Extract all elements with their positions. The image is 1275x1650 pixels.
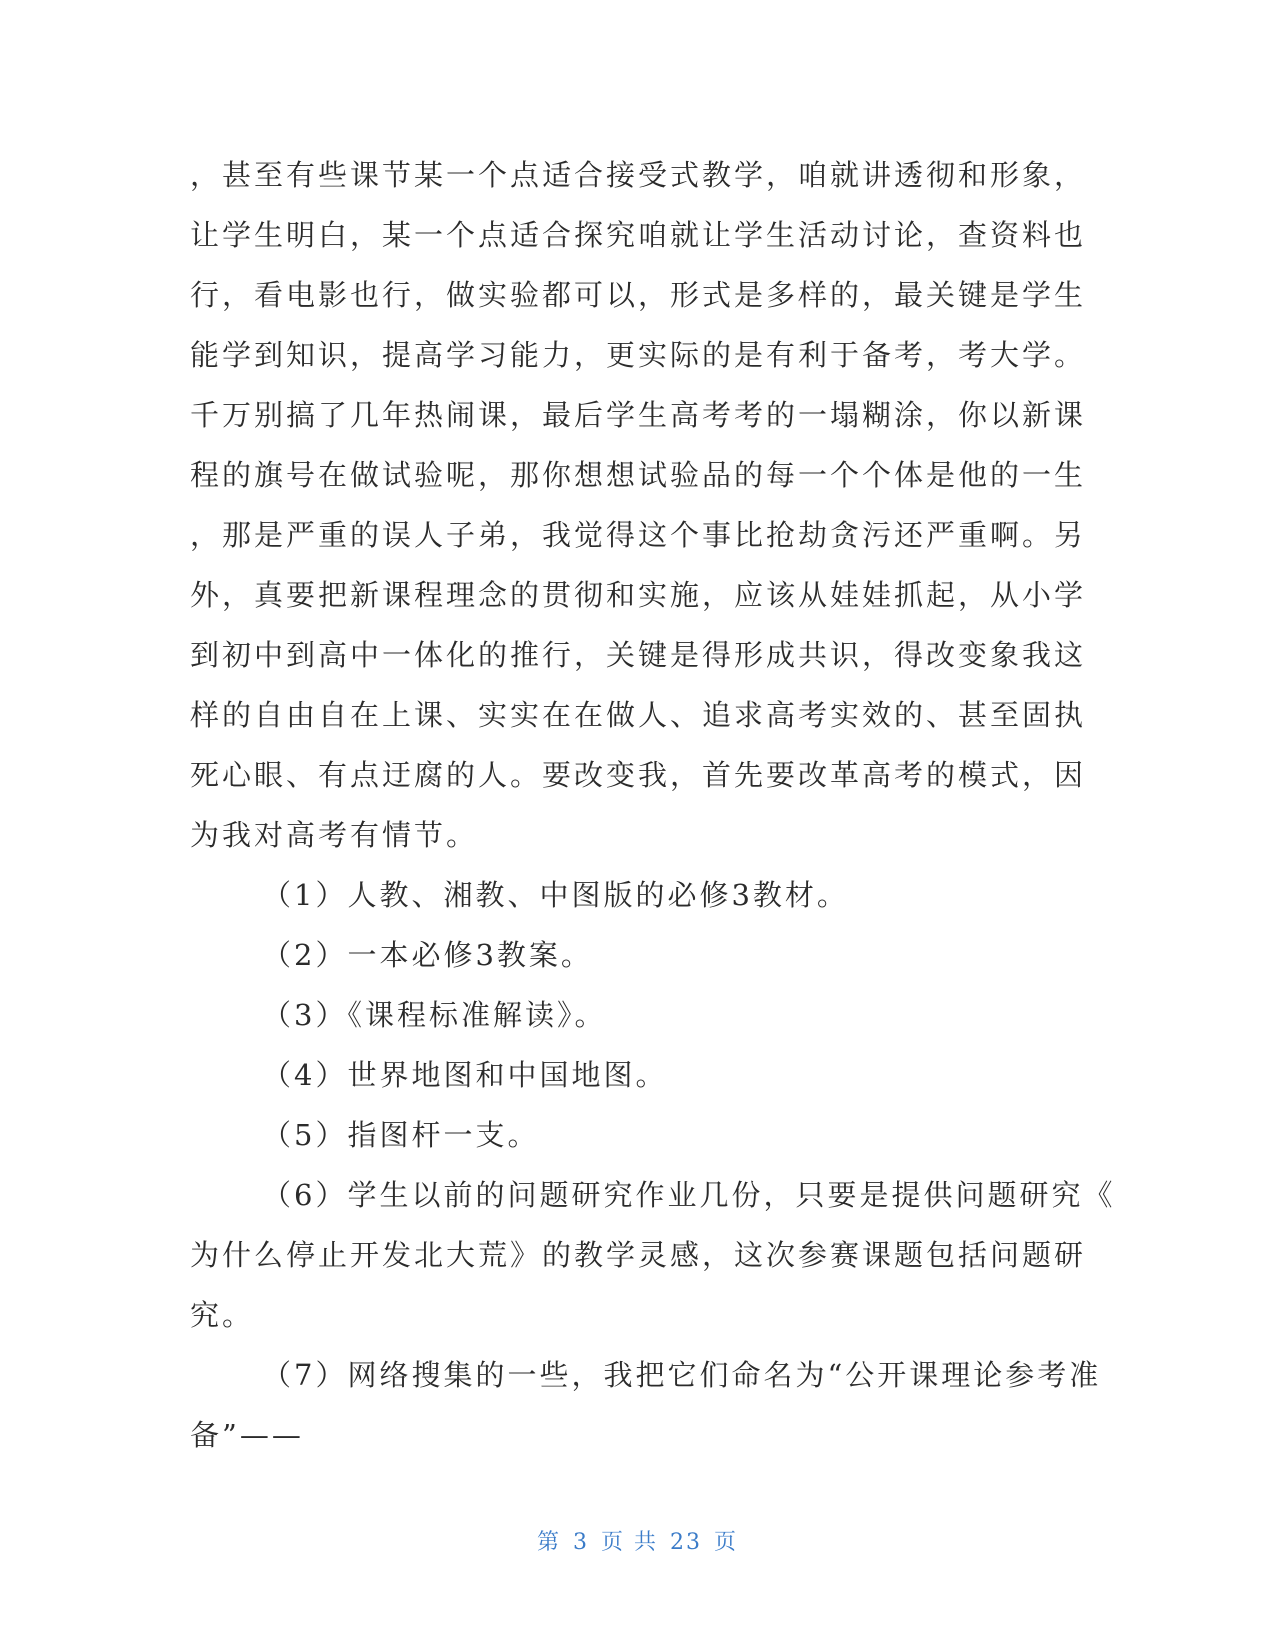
paragraph-line: 到初中到高中一体化的推行，关键是得形成共识，得改变象我这	[190, 638, 1087, 672]
paragraph-line: 能学到知识，提高学习能力，更实际的是有利于备考，考大学。	[190, 338, 1087, 372]
current-page-number: 3	[573, 1530, 589, 1555]
paragraph-line: 死心眼、有点迂腐的人。要改变我，首先要改革高考的模式，因	[190, 758, 1087, 792]
list-item-4: （4）世界地图和中国地图。	[262, 1058, 668, 1092]
paragraph-line: 让学生明白，某一个点适合探究咱就让学生活动讨论，查资料也	[190, 218, 1087, 252]
paragraph-line: 为我对高考有情节。	[190, 818, 479, 852]
paragraph-line: ，甚至有些课节某一个点适合接受式教学，咱就讲透彻和形象，	[190, 158, 1087, 192]
page-footer	[0, 1525, 1275, 1556]
paragraph-line: ，那是严重的误人子弟，我觉得这个事比抢劫贪污还严重啊。另	[190, 518, 1087, 552]
list-item-5: （5）指图杆一支。	[262, 1118, 540, 1152]
paragraph-line: 行，看电影也行，做实验都可以，形式是多样的，最关键是学生	[190, 278, 1087, 312]
list-item-6-continuation: 为什么停止开发北大荒》的教学灵感，这次参赛课题包括问题研	[190, 1238, 1087, 1272]
footer-prefix: 第	[536, 1530, 561, 1555]
paragraph-line: 程的旗号在做试验呢，那你想想试验品的每一个个体是他的一生	[190, 458, 1087, 492]
list-item-6: （6）学生以前的问题研究作业几份，只要是提供问题研究《	[262, 1178, 1116, 1212]
list-item-7: （7）网络搜集的一些，我把它们命名为“公开课理论参考准	[262, 1358, 1102, 1392]
list-item-7-continuation: 备”——	[190, 1418, 304, 1452]
total-pages-number: 23	[670, 1530, 702, 1555]
body-text	[190, 145, 1116, 1465]
list-item-2: （2）一本必修3教案。	[262, 938, 593, 972]
list-item-6-continuation: 究。	[190, 1298, 255, 1332]
paragraph-line: 千万别搞了几年热闹课，最后学生高考考的一塌糊涂，你以新课	[190, 398, 1087, 432]
paragraph-line: 样的自由自在上课、实实在在做人、追求高考实效的、甚至固执	[190, 698, 1087, 732]
footer-mid: 页 共	[601, 1530, 658, 1555]
list-item-3: （3）《课程标准解读》。	[262, 998, 607, 1032]
paragraph-line: 外，真要把新课程理念的贯彻和实施，应该从娃娃抓起，从小学	[190, 578, 1087, 612]
footer-suffix: 页	[714, 1530, 739, 1555]
list-item-1: （1）人教、湘教、中图版的必修3教材。	[262, 878, 849, 912]
